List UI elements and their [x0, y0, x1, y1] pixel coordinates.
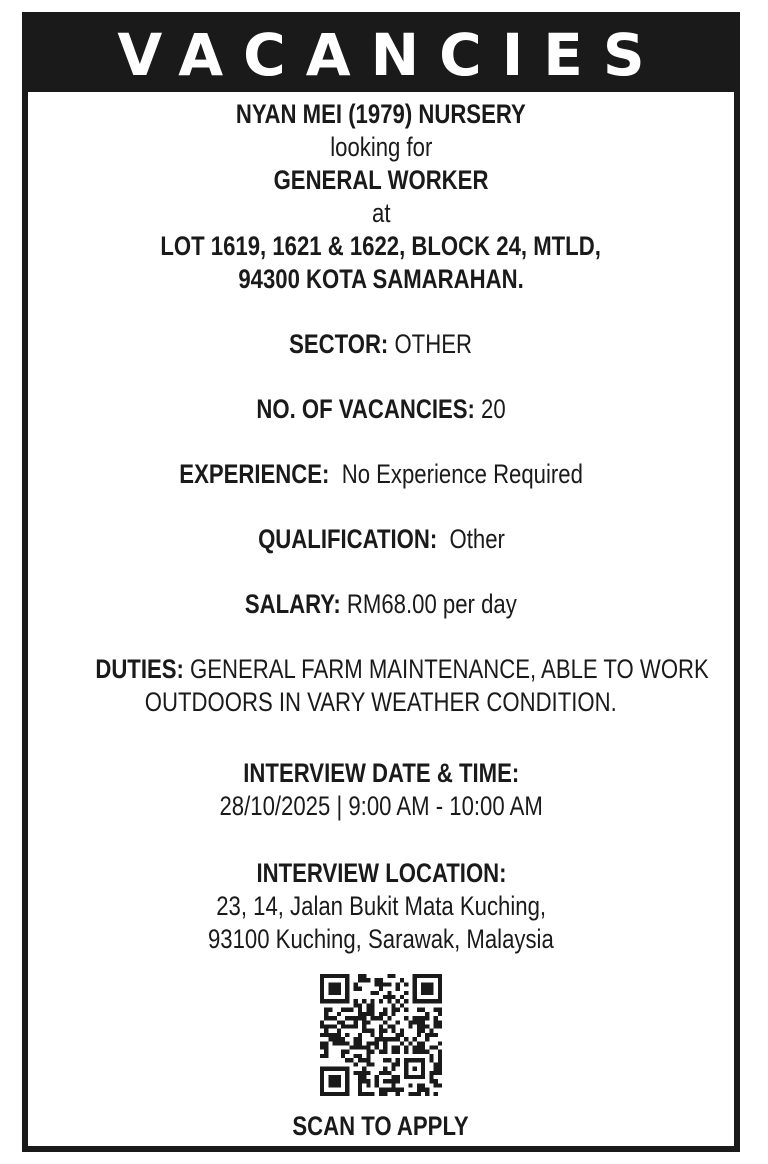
interview-location-2: 93100 Kuching, Sarawak, Malaysia — [208, 924, 554, 954]
work-address-2: 94300 KOTA SAMARAHAN. — [238, 264, 524, 294]
vacancy-advertisement — [22, 12, 740, 1152]
experience-label: EXPERIENCE: — [179, 459, 330, 489]
interview-datetime-label-line — [28, 757, 734, 790]
position-title: GENERAL WORKER — [273, 165, 489, 195]
salary-value: RM68.00 per day — [340, 589, 517, 619]
vacancies-label: NO. OF VACANCIES: — [256, 394, 475, 424]
company-name-line — [28, 98, 734, 131]
interview-location-line-1 — [28, 890, 734, 923]
looking-for-text: looking for — [329, 132, 433, 162]
salary-label: SALARY: — [245, 589, 341, 619]
qr-code-icon[interactable] — [320, 974, 442, 1096]
qualification-row — [28, 523, 734, 556]
duties-value-2: OUTDOORS IN VARY WEATHER CONDITION. — [145, 687, 617, 717]
at-text: at — [371, 198, 391, 228]
interview-location-label: INTERVIEW LOCATION: — [255, 858, 507, 888]
scan-to-apply-label: SCAN TO APPLY — [292, 1111, 470, 1141]
interview-location-1: 23, 14, Jalan Bukit Mata Kuching, — [216, 891, 546, 921]
duties-value-1: GENERAL FARM MAINTENANCE, ABLE TO WORK — [183, 654, 709, 684]
ad-content — [28, 92, 734, 1143]
interview-datetime-value-line — [28, 790, 734, 823]
interview-datetime-label: INTERVIEW DATE & TIME: — [243, 758, 519, 788]
vacancies-value: 20 — [474, 394, 506, 424]
scan-to-apply-line — [28, 1110, 734, 1143]
duties-label: DUTIES: — [95, 654, 184, 684]
sector-row — [28, 328, 734, 361]
company-name: NYAN MEI (1979) NURSERY — [236, 99, 526, 129]
address-line-1 — [28, 230, 734, 263]
banner-title: VACANCIES — [117, 21, 665, 89]
vacancies-row — [28, 393, 734, 426]
at-line — [28, 197, 734, 230]
qualification-value: Other — [436, 524, 505, 554]
sector-label: SECTOR: — [289, 329, 389, 359]
sector-value: OTHER — [388, 329, 473, 359]
experience-value: No Experience Required — [329, 459, 583, 489]
looking-for-line — [28, 131, 734, 164]
qr-code-container — [28, 974, 734, 1096]
header-banner — [28, 18, 734, 92]
position-line — [28, 164, 734, 197]
experience-row — [28, 458, 734, 491]
duties-row-2 — [28, 686, 734, 719]
salary-row — [28, 588, 734, 621]
interview-datetime-value: 28/10/2025 | 9:00 AM - 10:00 AM — [219, 791, 543, 821]
interview-location-label-line — [28, 857, 734, 890]
interview-location-line-2 — [28, 923, 734, 956]
address-line-2 — [28, 263, 734, 296]
work-address-1: LOT 1619, 1621 & 1622, BLOCK 24, MTLD, — [160, 231, 602, 261]
duties-row-1 — [28, 653, 734, 686]
qualification-label: QUALIFICATION: — [257, 524, 437, 554]
